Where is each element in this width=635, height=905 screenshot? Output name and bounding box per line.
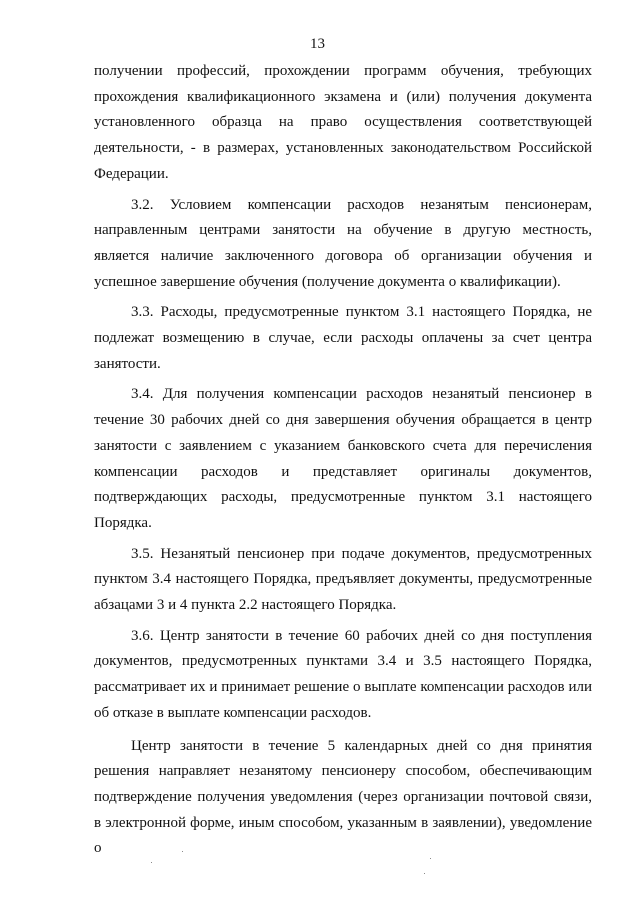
paragraph-notification: Центр занятости в течение 5 календарных дней со дня принятия решения направляет незанятому пенсионеру способом, обеспечивающим подтверждение получения уведомления (через организации почтовой связи, в электронной форме, иным способом, указанным в заявлении), уведомление о: [94, 737, 592, 857]
scan-speck: [424, 873, 425, 874]
paragraph-3-2: 3.2. Условием компенсации расходов незанятым пенсионерам, направленным центрами занятости на обучение в другую местность, является наличие заключенного договора об организации обучения и успешное завершение обучения (получение документа о квалификации).: [94, 196, 592, 290]
paragraph-3-5: 3.5. Незанятый пенсионер при подаче документов, предусмотренных пунктом 3.4 настоящего Порядка, предъявляет документы, предусмотренные абзацами 3 и 4 пункта 2.2 настоящего Порядка.: [94, 545, 592, 614]
paragraph-continuation: получении профессий, прохождении программ обучения, требующих прохождения квалификационного экзамена и (или) получения документа установленного образца на право осуществления соответствующей деятельности, - в размерах, установленных законодательством Российской Федерации.: [94, 63, 592, 182]
paragraph-3-6: 3.6. Центр занятости в течение 60 рабочих дней со дня поступления документов, предусмотренных пунктами 3.4 и 3.5 настоящего Порядка, рассматривает их и принимает решение о выплате компенсации расходов или об отказе в выплате компенсации расходов.: [94, 627, 592, 721]
page-number: 13: [310, 36, 325, 52]
paragraph-3-4: 3.4. Для получения компенсации расходов незанятый пенсионер в течение 30 рабочих дней со дня завершения обучения обращается в центр занятости с заявлением с указанием банковского счета для перечисления компенсации расходов и представляет оригиналы документов, подтверждающих расходы, предусмотренные пунктом 3.1 настоящего Порядка.: [94, 386, 592, 531]
scan-speck: [430, 858, 431, 859]
scan-speck: [151, 862, 152, 863]
scan-speck: [182, 851, 183, 852]
document-body: [94, 59, 592, 862]
paragraph-3-3: 3.3. Расходы, предусмотренные пунктом 3.1 настоящего Порядка, не подлежат возмещению в случае, если расходы оплачены за счет центра занятости.: [94, 304, 592, 372]
